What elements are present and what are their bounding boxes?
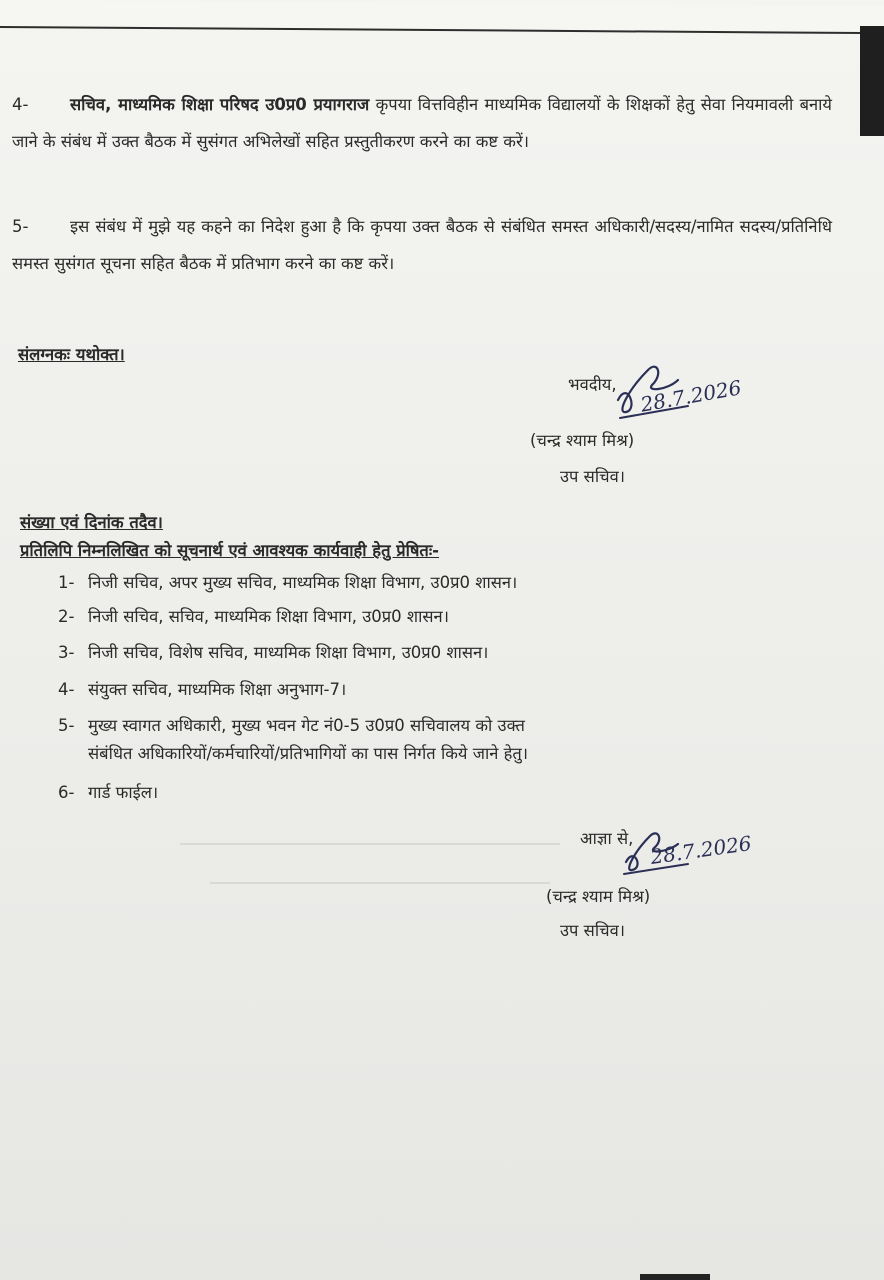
paragraph-number: 5- <box>12 217 29 236</box>
list-item <box>58 604 449 627</box>
signatory-name: (चन्द्र श्याम मिश्र) <box>546 887 651 906</box>
salutation: आज्ञा से, <box>580 829 634 848</box>
paragraph-text: कृपया वित्तविहीन माध्यमिक विद्यालयों के शिक्षकों हेतु सेवा नियमावली बनाये जाने के संबंध में उक्त बैठक में सुसंगत अभिलेखों सहित प्रस्तुतीकरण करने का कष्ट करें। <box>12 95 833 151</box>
list-item-number: 5- <box>58 716 75 735</box>
list-item <box>58 640 488 663</box>
list-item <box>58 677 346 700</box>
page-right-shadow <box>860 26 884 136</box>
list-item-number: 3- <box>58 643 75 662</box>
list-item <box>58 713 525 736</box>
paragraph-5 <box>12 208 832 282</box>
list-item-text: निजी सचिव, सचिव, माध्यमिक शिक्षा विभाग, उ0प्र0 शासन। <box>88 607 449 626</box>
list-item-number: 4- <box>58 680 75 699</box>
list-item-number: 1- <box>58 573 75 592</box>
list-item-text: संयुक्त सचिव, माध्यमिक शिक्षा अनुभाग-7। <box>88 680 347 699</box>
copy-heading: प्रतिलिपि निम्नलिखित को सूचनार्थ एवं आवश्यक कार्यवाही हेतु प्रेषितः- <box>20 541 440 560</box>
enclosure-note: संलग्नकः यथोक्त। <box>18 345 125 364</box>
list-item <box>58 780 158 803</box>
list-item-text: निजी सचिव, अपर मुख्य सचिव, माध्यमिक शिक्षा विभाग, उ0प्र0 शासन। <box>88 573 518 592</box>
list-item <box>58 570 517 593</box>
paragraph-text: इस संबंध में मुझे यह कहने का निदेश हुआ है कि कृपया उक्त बैठक से संबंधित समस्त अधिकारी/सदस्य/नामित सदस्य/प्रतिनिधि समस्त सुसंगत सूचना सहित बैठक में प्रतिभाग करने का कष्ट करें। <box>12 217 832 273</box>
signatory-designation: उप सचिव। <box>560 467 625 486</box>
paragraph-number: 4- <box>12 95 29 114</box>
handwritten-date: 28.7.2026 <box>638 375 744 417</box>
signatory-name: (चन्द्र श्याम मिश्र) <box>530 431 635 450</box>
paragraph-lead: सचिव, माध्यमिक शिक्षा परिषद उ0प्र0 प्रयागराज <box>70 95 370 114</box>
list-item-text: मुख्य स्वागत अधिकारी, मुख्य भवन गेट नं0-5 उ0प्र0 सचिवालय को उक्त <box>88 716 525 735</box>
bleed-through-mark <box>180 843 560 845</box>
list-item-text: गार्ड फाईल। <box>88 783 159 802</box>
paragraph-4 <box>12 86 832 160</box>
page-top-edge <box>0 0 884 34</box>
list-item-number: 6- <box>58 783 75 802</box>
list-item-number: 2- <box>58 607 75 626</box>
bleed-through-mark <box>210 882 550 884</box>
signatory-designation: उप सचिव। <box>560 921 625 940</box>
list-item-text: निजी सचिव, विशेष सचिव, माध्यमिक शिक्षा विभाग, उ0प्र0 शासन। <box>88 643 489 662</box>
handwritten-date: 28.7.2026 <box>648 831 753 869</box>
page-bottom-shadow <box>640 1274 710 1280</box>
list-item-continuation: संबंधित अधिकारियों/कर्मचारियों/प्रतिभागियों का पास निर्गत किये जाने हेतु। <box>88 744 529 763</box>
number-date-line: संख्या एवं दिनांक तदैव। <box>20 513 163 532</box>
salutation: भवदीय, <box>568 375 617 394</box>
